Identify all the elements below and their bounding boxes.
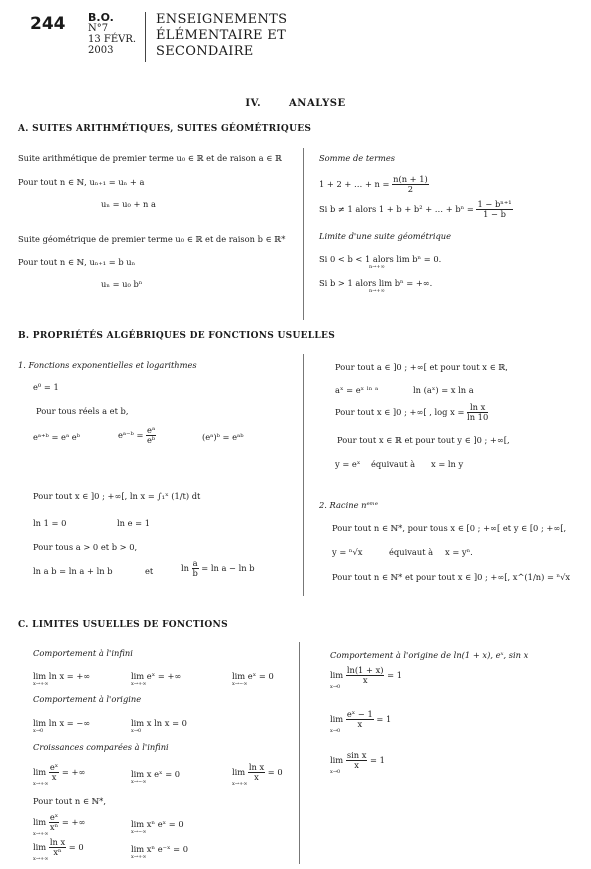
ro2-lim: lim <box>330 714 344 724</box>
ro1-formula <box>330 666 402 685</box>
sum-f2-lhs: Si b ≠ 1 alors 1 + b + b² + … + bⁿ = <box>319 204 474 214</box>
exp2-fraction <box>146 426 156 445</box>
ro2-fraction <box>346 710 374 729</box>
ro2-rhs: = 1 <box>376 714 392 724</box>
n3-sub: x→+∞ <box>33 856 49 862</box>
n1-sub: x→+∞ <box>33 831 49 837</box>
cc1-num: eˣ <box>49 762 59 772</box>
ln-definition: Pour tout x ∈ ]0 ; +∞[, ln x = ∫₁ˣ (1/t) dt <box>33 491 201 501</box>
n4-sub: x→+∞ <box>131 854 147 860</box>
rubric-title <box>156 12 287 60</box>
c1-formula: lim ln x = +∞ <box>33 671 91 681</box>
ro2-num: eˣ − 1 <box>346 709 373 719</box>
n1-formula <box>33 813 85 832</box>
n3-lim: lim <box>33 842 47 852</box>
ro3-rhs: = 1 <box>370 755 385 765</box>
section-b-title: B. PROPRIÉTÉS ALGÉBRIQUES DE FONCTIONS USUELLES <box>18 331 335 341</box>
lnfrac-formula <box>181 559 255 578</box>
sum-title: Somme de termes <box>319 153 396 163</box>
sum-formula-1 <box>319 175 429 194</box>
ab-positive: Pour tous a > 0 et b > 0, <box>33 542 138 552</box>
sub1-title: 1. Fonctions exponentielles et logarithmes <box>18 360 197 370</box>
ro1-rhs: = 1 <box>387 670 402 680</box>
sum-f2-num: 1 − bⁿ⁺¹ <box>477 199 512 209</box>
header-divider <box>145 12 146 62</box>
e0-formula: e⁰ = 1 <box>33 382 59 392</box>
n3-formula <box>33 838 84 857</box>
sum-f1-den: 2 <box>407 184 414 194</box>
sum-f1-num: n(n + 1) <box>393 174 428 184</box>
rubric-line1: ENSEIGNEMENTS <box>156 12 288 27</box>
sub2-title: 2. Racine nᵉᵐᵉ <box>319 500 378 510</box>
exp-formula-2 <box>118 426 156 445</box>
c2-sub: x→+∞ <box>131 681 147 687</box>
cc1-sub: x→+∞ <box>33 781 49 787</box>
c1-sub: x→+∞ <box>33 681 49 687</box>
n3-num: ln x <box>49 837 66 847</box>
cc3-formula <box>232 763 283 782</box>
cc3-lim: lim <box>232 767 246 777</box>
cc2-sub: x→−∞ <box>131 779 147 785</box>
root2a-formula: y = ⁿ√x <box>332 547 363 557</box>
ro3-lim: lim <box>330 755 344 765</box>
geo-def: Suite géométrique de premier terme u₀ ∈ ℝ et de raison b ∈ ℝ* <box>18 234 286 244</box>
sum-formula-2 <box>319 200 513 219</box>
n1-rhs: = +∞ <box>61 817 86 827</box>
c3-formula: lim eˣ = 0 <box>232 671 274 681</box>
ro1-den: x <box>362 675 368 685</box>
exp2-num: eᵃ <box>147 425 156 435</box>
origine-title: Comportement à l'origine <box>33 694 142 704</box>
ro3-formula <box>330 751 385 770</box>
lnfrac-num: a <box>192 558 198 568</box>
ro3-fraction <box>346 751 368 770</box>
exp2-lhs: eᵃ⁻ᵇ = <box>118 430 144 440</box>
ro3-den: x <box>354 760 359 770</box>
exp2-den: eᵇ <box>146 435 156 445</box>
o1-sub: x→0 <box>33 728 44 734</box>
sum-f1-lhs: 1 + 2 + … + n = <box>319 179 390 189</box>
ro3-num: sin x <box>346 750 367 760</box>
reals-line: Pour tous réels a et b, <box>36 406 129 416</box>
r2b-formula: ln (aˣ) = x ln a <box>413 385 474 395</box>
sum-f2-den: 1 − b <box>483 209 506 219</box>
arith-formula-1: Pour tout n ∈ ℕ, uₙ₊₁ = uₙ + a <box>18 177 145 187</box>
limit-sub-1: n→+∞ <box>369 264 385 270</box>
cc1-fraction <box>49 763 59 782</box>
lne-formula: ln e = 1 <box>117 518 151 528</box>
root2b-text: équivaut à <box>389 547 434 557</box>
section-c-title: C. LIMITES USUELLES DE FONCTIONS <box>18 620 228 630</box>
cc1-lim: lim <box>33 767 47 777</box>
limit-formula-2: Si b > 1 alors lim bⁿ = +∞. <box>319 278 433 288</box>
cc3-sub: x→+∞ <box>232 781 248 787</box>
bo-date: 13 FÉVR. <box>88 34 137 45</box>
section-c-divider <box>299 642 300 864</box>
r3-num: ln x <box>467 403 488 413</box>
geo-formula-2: uₙ = u₀ bⁿ <box>101 279 143 289</box>
arith-def: Suite arithmétique de premier terme u₀ ∈ ℝ et de raison a ∈ ℝ <box>18 153 282 163</box>
arith-formula-2: uₙ = u₀ + n a <box>101 199 156 209</box>
lnfrac-rhs: = ln a − ln b <box>201 563 255 573</box>
n3-fraction <box>49 838 66 857</box>
limit-title: Limite d'une suite géométrique <box>319 231 452 241</box>
ro1-sub: x→0 <box>330 684 341 690</box>
n1-lim: lim <box>33 817 47 827</box>
page-number: 244 <box>30 14 66 34</box>
o2-sub: x→0 <box>131 728 142 734</box>
section-a-title: A. SUITES ARITHMÉTIQUES, SUITES GÉOMÉTRIQUES <box>18 124 312 134</box>
cc3-rhs: = 0 <box>267 767 283 777</box>
bo-issue: N°7 <box>88 23 109 34</box>
ro2-den: x <box>357 719 363 729</box>
sum-f2-fraction <box>476 200 512 219</box>
main-title-label: ANALYSE <box>289 98 346 109</box>
r1-line: Pour tout a ∈ ]0 ; +∞[ et pour tout x ∈ ℝ, <box>335 362 508 372</box>
n4-formula: lim xⁿ e⁻ˣ = 0 <box>131 844 189 854</box>
ro1-num: ln(1 + x) <box>346 665 384 675</box>
r5c-formula: x = ln y <box>431 459 464 469</box>
root-line-3: Pour tout n ∈ ℕ* et pour tout x ∈ ]0 ; +∞[, x^(1/n) = ⁿ√x <box>332 572 571 582</box>
lnfrac-den: b <box>192 568 198 578</box>
o1-formula: lim ln x = −∞ <box>33 718 91 728</box>
ro3-sub: x→0 <box>330 769 341 775</box>
r2a-formula: aˣ = eˣ ˡⁿ ᵃ <box>335 385 379 395</box>
r5b-text: équivaut à <box>371 459 416 469</box>
cc1-den: x <box>51 772 57 782</box>
n1-den: xⁿ <box>49 822 59 832</box>
ro1-lim: lim <box>330 670 344 680</box>
n3-den: xⁿ <box>53 847 62 857</box>
rubric-line2: ÉLÉMENTAIRE ET <box>156 28 287 43</box>
r3-fraction <box>467 403 488 422</box>
c3-sub: x→−∞ <box>232 681 248 687</box>
section-a-divider <box>303 148 304 320</box>
section-b-divider <box>303 354 304 596</box>
root2c-formula: x = yⁿ. <box>445 547 473 557</box>
n1-fraction <box>49 813 59 832</box>
cc1-formula <box>33 763 85 782</box>
et-word: et <box>145 566 154 576</box>
cc3-num: ln x <box>248 762 265 772</box>
ro2-sub: x→0 <box>330 728 341 734</box>
cc3-fraction <box>248 763 265 782</box>
infini-title: Comportement à l'infini <box>33 648 133 658</box>
r4-line: Pour tout x ∈ ℝ et pour tout y ∈ ]0 ; +∞[, <box>337 435 510 445</box>
limit-formula-1: Si 0 < b < 1 alors lim bⁿ = 0. <box>319 254 442 264</box>
lnfrac-lhs: ln <box>181 563 189 573</box>
ro1-fraction <box>346 666 385 685</box>
cc1-rhs: = +∞ <box>61 767 86 777</box>
forall-n: Pour tout n ∈ ℕ*, <box>33 796 106 806</box>
ln1-formula: ln 1 = 0 <box>33 518 67 528</box>
main-title-number: IV. <box>245 98 262 109</box>
rubric-line3: SECONDAIRE <box>156 44 254 59</box>
geo-formula-1: Pour tout n ∈ ℕ, uₙ₊₁ = b uₙ <box>18 257 136 267</box>
bo-label: B.O. <box>88 11 114 24</box>
r3-formula <box>335 403 488 422</box>
cc2-formula: lim x eˣ = 0 <box>131 769 181 779</box>
n2-formula: lim xⁿ eˣ = 0 <box>131 819 184 829</box>
sum-f1-fraction <box>392 175 429 194</box>
exp-formula-3: (eᵃ)ᵇ = eᵃᵇ <box>202 432 244 442</box>
limit-sub-2: n→+∞ <box>369 288 385 294</box>
n2-sub: x→−∞ <box>131 829 147 835</box>
exp-formula-1: eᵃ⁺ᵇ = eᵃ eᵇ <box>33 432 81 442</box>
bo-year: 2003 <box>88 45 114 56</box>
r3-den: ln 10 <box>467 412 489 422</box>
o2-formula: lim x ln x = 0 <box>131 718 187 728</box>
r3-lhs: Pour tout x ∈ ]0 ; +∞[ , log x = <box>335 407 465 417</box>
n1-num: eˣ <box>49 812 59 822</box>
root-line-1: Pour tout n ∈ ℕ*, pour tous x ∈ [0 ; +∞[ et y ∈ [0 ; +∞[, <box>332 523 567 533</box>
main-title <box>0 98 591 109</box>
bo-block <box>88 12 136 56</box>
lnab-formula: ln a b = ln a + ln b <box>33 566 113 576</box>
r5a-formula: y = eˣ <box>335 459 361 469</box>
right-origin-title: Comportement à l'origine de ln(1 + x), eˣ, sin x <box>330 650 529 660</box>
cc3-den: x <box>254 772 259 782</box>
croiss-title: Croissances comparées à l'infini <box>33 742 169 752</box>
c2-formula: lim eˣ = +∞ <box>131 671 182 681</box>
n3-rhs: = 0 <box>68 842 84 852</box>
ro2-formula <box>330 710 391 729</box>
lnfrac-fraction <box>192 559 199 578</box>
